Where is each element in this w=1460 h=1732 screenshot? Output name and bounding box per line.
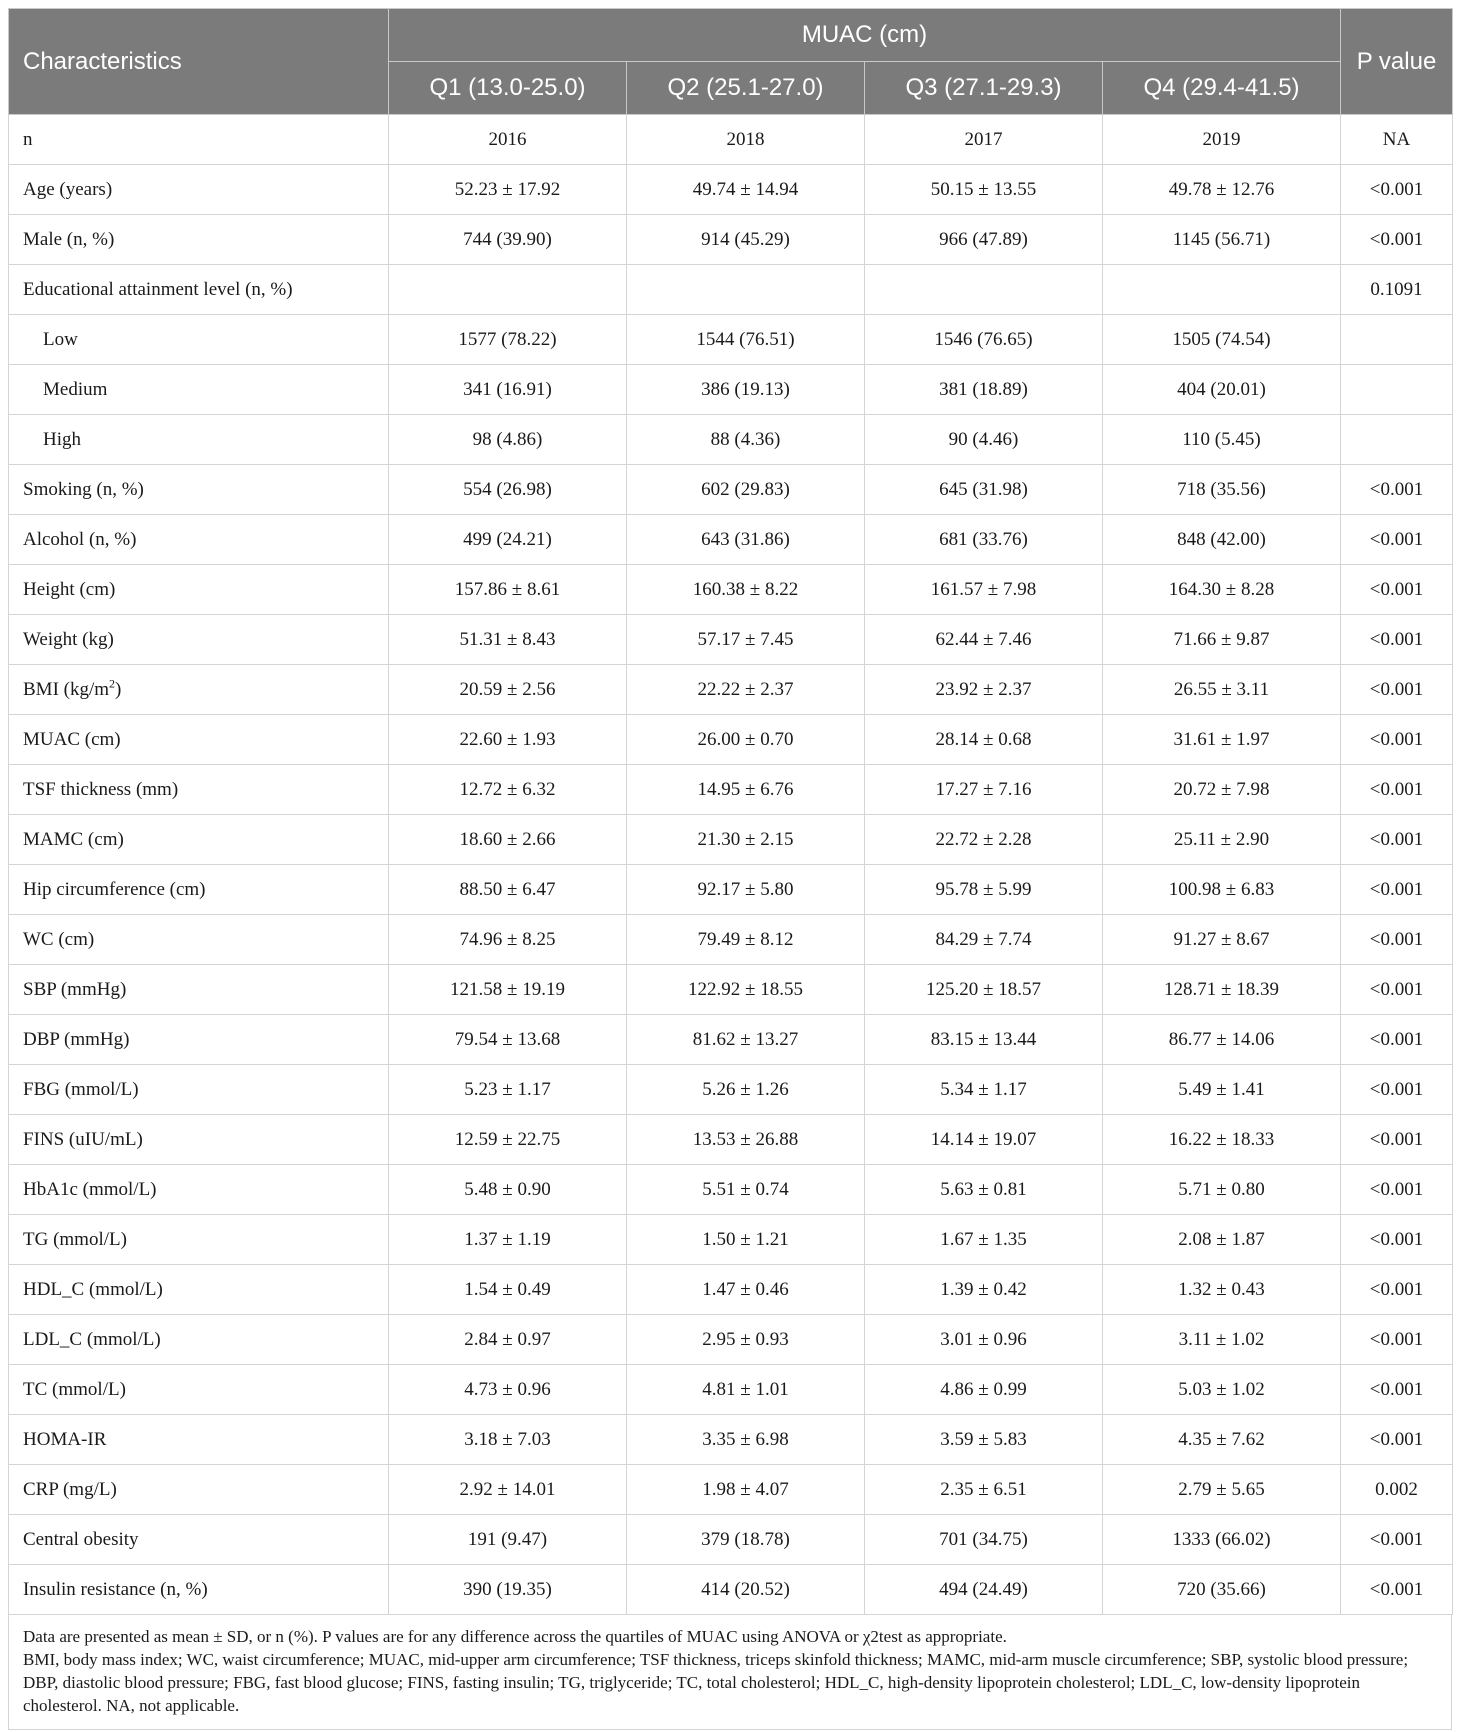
row-label xyxy=(9,1265,389,1315)
cell-q4: 86.77 ± 14.06 xyxy=(1103,1015,1341,1065)
row-label-text: Age (years) xyxy=(23,178,113,200)
cell-p-value: <0.001 xyxy=(1341,1565,1453,1615)
row-label xyxy=(9,565,389,615)
cell-q4: 71.66 ± 9.87 xyxy=(1103,615,1341,665)
row-label xyxy=(9,415,389,465)
cell-q2: 2018 xyxy=(627,115,865,165)
cell-q2: 914 (45.29) xyxy=(627,215,865,265)
row-label-text: Educational attainment level (n, %) xyxy=(23,278,293,300)
header-characteristics: Characteristics xyxy=(9,9,389,115)
cell-q2: 5.51 ± 0.74 xyxy=(627,1165,865,1215)
row-label-text: CRP (mg/L) xyxy=(23,1478,117,1500)
table-row xyxy=(9,1315,1453,1365)
cell-q1 xyxy=(389,265,627,315)
table-footnotes xyxy=(8,1615,1452,1730)
cell-q1: 98 (4.86) xyxy=(389,415,627,465)
cell-q2: 81.62 ± 13.27 xyxy=(627,1015,865,1065)
cell-q1: 12.59 ± 22.75 xyxy=(389,1115,627,1165)
cell-q4: 49.78 ± 12.76 xyxy=(1103,165,1341,215)
cell-q2: 2.95 ± 0.93 xyxy=(627,1315,865,1365)
cell-p-value: <0.001 xyxy=(1341,865,1453,915)
row-label-text: n xyxy=(23,128,33,150)
row-label-text: Smoking (n, %) xyxy=(23,478,144,500)
table-row xyxy=(9,615,1453,665)
row-label xyxy=(9,1165,389,1215)
cell-q3: 23.92 ± 2.37 xyxy=(865,665,1103,715)
row-label-text: TSF thickness (mm) xyxy=(23,778,179,800)
cell-q1: 554 (26.98) xyxy=(389,465,627,515)
cell-p-value: <0.001 xyxy=(1341,565,1453,615)
cell-p-value: <0.001 xyxy=(1341,1315,1453,1365)
table-row xyxy=(9,865,1453,915)
cell-q1: 2.84 ± 0.97 xyxy=(389,1315,627,1365)
cell-p-value: <0.001 xyxy=(1341,1015,1453,1065)
cell-q2 xyxy=(627,265,865,315)
cell-q3: 90 (4.46) xyxy=(865,415,1103,465)
cell-q2: 49.74 ± 14.94 xyxy=(627,165,865,215)
cell-q2: 4.81 ± 1.01 xyxy=(627,1365,865,1415)
row-label-text: TC (mmol/L) xyxy=(23,1378,126,1400)
cell-q2: 643 (31.86) xyxy=(627,515,865,565)
header-muac-group: MUAC (cm) xyxy=(389,9,1341,62)
cell-q1: 20.59 ± 2.56 xyxy=(389,665,627,715)
table-row xyxy=(9,1215,1453,1265)
cell-q1: 744 (39.90) xyxy=(389,215,627,265)
row-label xyxy=(9,465,389,515)
cell-q2: 602 (29.83) xyxy=(627,465,865,515)
cell-p-value xyxy=(1341,365,1453,415)
cell-q4: 2.79 ± 5.65 xyxy=(1103,1465,1341,1515)
cell-q1: 191 (9.47) xyxy=(389,1515,627,1565)
cell-q1: 18.60 ± 2.66 xyxy=(389,815,627,865)
cell-q4: 718 (35.56) xyxy=(1103,465,1341,515)
table-row xyxy=(9,815,1453,865)
row-label xyxy=(9,665,389,715)
cell-q2: 26.00 ± 0.70 xyxy=(627,715,865,765)
row-label-text: HDL_C (mmol/L) xyxy=(23,1278,163,1300)
cell-q4: 3.11 ± 1.02 xyxy=(1103,1315,1341,1365)
row-label-text: FINS (uIU/mL) xyxy=(23,1128,143,1150)
row-label xyxy=(9,215,389,265)
cell-q2: 1.50 ± 1.21 xyxy=(627,1215,865,1265)
row-label xyxy=(9,1565,389,1615)
cell-q2: 414 (20.52) xyxy=(627,1565,865,1615)
table-row xyxy=(9,215,1453,265)
row-label xyxy=(9,1015,389,1065)
row-label xyxy=(9,365,389,415)
cell-q3: 2.35 ± 6.51 xyxy=(865,1465,1103,1515)
cell-p-value: <0.001 xyxy=(1341,165,1453,215)
cell-q4: 5.71 ± 0.80 xyxy=(1103,1165,1341,1215)
cell-q3: 1.39 ± 0.42 xyxy=(865,1265,1103,1315)
cell-q2: 88 (4.36) xyxy=(627,415,865,465)
table-row xyxy=(9,1015,1453,1065)
table-row xyxy=(9,1265,1453,1315)
cell-q4: 1505 (74.54) xyxy=(1103,315,1341,365)
table-row xyxy=(9,715,1453,765)
table-row xyxy=(9,115,1453,165)
row-label-text: Height (cm) xyxy=(23,578,116,600)
cell-q3: 22.72 ± 2.28 xyxy=(865,815,1103,865)
cell-q1: 79.54 ± 13.68 xyxy=(389,1015,627,1065)
cell-q4: 5.49 ± 1.41 xyxy=(1103,1065,1341,1115)
cell-p-value xyxy=(1341,415,1453,465)
row-label-tail: ) xyxy=(115,678,122,700)
cell-q1: 5.48 ± 0.90 xyxy=(389,1165,627,1215)
row-label xyxy=(9,1065,389,1115)
row-label xyxy=(9,815,389,865)
table-row xyxy=(9,515,1453,565)
cell-p-value: <0.001 xyxy=(1341,1165,1453,1215)
cell-q3: 5.63 ± 0.81 xyxy=(865,1165,1103,1215)
row-label xyxy=(9,1365,389,1415)
header-q3: Q3 (27.1-29.3) xyxy=(865,62,1103,115)
cell-q3: 161.57 ± 7.98 xyxy=(865,565,1103,615)
cell-q1: 4.73 ± 0.96 xyxy=(389,1365,627,1415)
cell-q1: 1.37 ± 1.19 xyxy=(389,1215,627,1265)
cell-q1: 5.23 ± 1.17 xyxy=(389,1065,627,1115)
cell-q3: 3.59 ± 5.83 xyxy=(865,1415,1103,1465)
cell-q3: 83.15 ± 13.44 xyxy=(865,1015,1103,1065)
cell-q3: 14.14 ± 19.07 xyxy=(865,1115,1103,1165)
cell-q4: 4.35 ± 7.62 xyxy=(1103,1415,1341,1465)
table-row xyxy=(9,1515,1453,1565)
cell-q4: 16.22 ± 18.33 xyxy=(1103,1115,1341,1165)
table-row xyxy=(9,965,1453,1015)
table-row xyxy=(9,415,1453,465)
cell-q1: 390 (19.35) xyxy=(389,1565,627,1615)
row-label-text: HbA1c (mmol/L) xyxy=(23,1178,157,1200)
cell-q2: 22.22 ± 2.37 xyxy=(627,665,865,715)
row-label-text: Low xyxy=(43,328,78,350)
cell-q3: 125.20 ± 18.57 xyxy=(865,965,1103,1015)
cell-p-value: NA xyxy=(1341,115,1453,165)
row-label-text: SBP (mmHg) xyxy=(23,978,127,1000)
cell-q3: 50.15 ± 13.55 xyxy=(865,165,1103,215)
cell-q3: 966 (47.89) xyxy=(865,215,1103,265)
cell-q1: 2016 xyxy=(389,115,627,165)
row-label-text: BMI (kg/m xyxy=(23,678,110,700)
cell-p-value: <0.001 xyxy=(1341,1365,1453,1415)
cell-q3: 494 (24.49) xyxy=(865,1565,1103,1615)
table-row xyxy=(9,1565,1453,1615)
table-row xyxy=(9,1415,1453,1465)
row-label xyxy=(9,1115,389,1165)
characteristics-table-wrapper xyxy=(8,8,1452,1730)
cell-q1: 51.31 ± 8.43 xyxy=(389,615,627,665)
table-row xyxy=(9,315,1453,365)
cell-q4: 1333 (66.02) xyxy=(1103,1515,1341,1565)
cell-q1: 3.18 ± 7.03 xyxy=(389,1415,627,1465)
table-row xyxy=(9,665,1453,715)
cell-q2: 21.30 ± 2.15 xyxy=(627,815,865,865)
cell-p-value: 0.1091 xyxy=(1341,265,1453,315)
cell-p-value: <0.001 xyxy=(1341,615,1453,665)
table-row xyxy=(9,1465,1453,1515)
cell-q3: 62.44 ± 7.46 xyxy=(865,615,1103,665)
cell-q3: 1.67 ± 1.35 xyxy=(865,1215,1103,1265)
characteristics-table xyxy=(8,8,1453,1615)
cell-p-value: <0.001 xyxy=(1341,1215,1453,1265)
cell-q2: 386 (19.13) xyxy=(627,365,865,415)
row-label xyxy=(9,1465,389,1515)
row-label-text: HOMA-IR xyxy=(23,1428,107,1450)
row-label-text: Hip circumference (cm) xyxy=(23,878,206,900)
cell-q4: 2019 xyxy=(1103,115,1341,165)
cell-p-value: <0.001 xyxy=(1341,815,1453,865)
cell-q3: 84.29 ± 7.74 xyxy=(865,915,1103,965)
cell-q2: 14.95 ± 6.76 xyxy=(627,765,865,815)
cell-q1: 341 (16.91) xyxy=(389,365,627,415)
cell-q2: 3.35 ± 6.98 xyxy=(627,1415,865,1465)
row-label-text: High xyxy=(43,428,81,450)
cell-p-value: <0.001 xyxy=(1341,915,1453,965)
cell-q4 xyxy=(1103,265,1341,315)
cell-p-value: <0.001 xyxy=(1341,1415,1453,1465)
table-header xyxy=(9,9,1453,115)
cell-q2: 92.17 ± 5.80 xyxy=(627,865,865,915)
row-label-text: FBG (mmol/L) xyxy=(23,1078,139,1100)
cell-p-value: <0.001 xyxy=(1341,765,1453,815)
cell-q4: 25.11 ± 2.90 xyxy=(1103,815,1341,865)
row-label-text: MAMC (cm) xyxy=(23,828,124,850)
cell-q4: 164.30 ± 8.28 xyxy=(1103,565,1341,615)
cell-p-value xyxy=(1341,315,1453,365)
cell-q4: 20.72 ± 7.98 xyxy=(1103,765,1341,815)
row-label-text: LDL_C (mmol/L) xyxy=(23,1328,161,1350)
row-label xyxy=(9,515,389,565)
table-row xyxy=(9,365,1453,415)
row-label-text: Weight (kg) xyxy=(23,628,114,650)
cell-q4: 31.61 ± 1.97 xyxy=(1103,715,1341,765)
row-label-text: MUAC (cm) xyxy=(23,728,121,750)
cell-q1: 499 (24.21) xyxy=(389,515,627,565)
cell-q3: 1546 (76.65) xyxy=(865,315,1103,365)
cell-q2: 57.17 ± 7.45 xyxy=(627,615,865,665)
row-label xyxy=(9,865,389,915)
row-label xyxy=(9,115,389,165)
table-row xyxy=(9,1065,1453,1115)
row-label xyxy=(9,915,389,965)
table-row xyxy=(9,1165,1453,1215)
table-row xyxy=(9,265,1453,315)
cell-q2: 5.26 ± 1.26 xyxy=(627,1065,865,1115)
cell-q3: 681 (33.76) xyxy=(865,515,1103,565)
cell-q4: 128.71 ± 18.39 xyxy=(1103,965,1341,1015)
row-label-text: Male (n, %) xyxy=(23,228,115,250)
row-label-text: WC (cm) xyxy=(23,928,95,950)
footnote-abbreviations: BMI, body mass index; WC, waist circumference; MUAC, mid-upper arm circumference; TSF thickness, triceps skinfold thickness; MAMC, mid-arm muscle circumference; SBP, systolic blood pressure; DBP, diastolic blood pressure; FBG, fast blood glucose; FINS, fasting insulin; TG, triglyceride; TC, total cholesterol; HDL_C, high-density lipoprotein cholesterol; LDL_C, low-density lipoprotein cholesterol. NA, not applicable. xyxy=(23,1650,1409,1715)
table-row xyxy=(9,565,1453,615)
row-label xyxy=(9,715,389,765)
cell-q3: 95.78 ± 5.99 xyxy=(865,865,1103,915)
cell-q1: 121.58 ± 19.19 xyxy=(389,965,627,1015)
cell-q2: 1.47 ± 0.46 xyxy=(627,1265,865,1315)
row-label xyxy=(9,265,389,315)
header-q2: Q2 (25.1-27.0) xyxy=(627,62,865,115)
cell-q1: 88.50 ± 6.47 xyxy=(389,865,627,915)
cell-p-value: <0.001 xyxy=(1341,665,1453,715)
cell-q4: 1145 (56.71) xyxy=(1103,215,1341,265)
cell-q2: 1.98 ± 4.07 xyxy=(627,1465,865,1515)
cell-p-value: <0.001 xyxy=(1341,1115,1453,1165)
cell-q4: 110 (5.45) xyxy=(1103,415,1341,465)
cell-q1: 22.60 ± 1.93 xyxy=(389,715,627,765)
cell-q4: 100.98 ± 6.83 xyxy=(1103,865,1341,915)
cell-p-value: <0.001 xyxy=(1341,1265,1453,1315)
cell-q1: 157.86 ± 8.61 xyxy=(389,565,627,615)
cell-q4: 848 (42.00) xyxy=(1103,515,1341,565)
row-label-text: Medium xyxy=(43,378,108,400)
cell-p-value: <0.001 xyxy=(1341,1065,1453,1115)
row-label xyxy=(9,1515,389,1565)
cell-q4: 1.32 ± 0.43 xyxy=(1103,1265,1341,1315)
row-label xyxy=(9,315,389,365)
row-label xyxy=(9,1415,389,1465)
table-row xyxy=(9,1115,1453,1165)
table-row xyxy=(9,465,1453,515)
cell-p-value: <0.001 xyxy=(1341,465,1453,515)
table-row xyxy=(9,915,1453,965)
cell-q3: 5.34 ± 1.17 xyxy=(865,1065,1103,1115)
table-row xyxy=(9,765,1453,815)
cell-q3: 2017 xyxy=(865,115,1103,165)
footnote-line: Data are presented as mean ± SD, or n (%). P values are for any difference across the quartiles of MUAC using ANOVA or χ2test as appropriate. xyxy=(23,1627,1007,1646)
cell-q2: 379 (18.78) xyxy=(627,1515,865,1565)
row-label-text: DBP (mmHg) xyxy=(23,1028,130,1050)
row-label xyxy=(9,615,389,665)
row-label xyxy=(9,765,389,815)
row-label xyxy=(9,1315,389,1365)
cell-p-value: <0.001 xyxy=(1341,515,1453,565)
cell-q2: 160.38 ± 8.22 xyxy=(627,565,865,615)
table-row xyxy=(9,1365,1453,1415)
cell-q3: 3.01 ± 0.96 xyxy=(865,1315,1103,1365)
cell-q2: 122.92 ± 18.55 xyxy=(627,965,865,1015)
cell-q3: 645 (31.98) xyxy=(865,465,1103,515)
header-q1: Q1 (13.0-25.0) xyxy=(389,62,627,115)
cell-q1: 52.23 ± 17.92 xyxy=(389,165,627,215)
cell-q4: 91.27 ± 8.67 xyxy=(1103,915,1341,965)
cell-p-value: <0.001 xyxy=(1341,215,1453,265)
cell-p-value: 0.002 xyxy=(1341,1465,1453,1515)
row-label xyxy=(9,1215,389,1265)
row-label xyxy=(9,965,389,1015)
row-label-text: Alcohol (n, %) xyxy=(23,528,137,550)
cell-p-value: <0.001 xyxy=(1341,965,1453,1015)
cell-q4: 26.55 ± 3.11 xyxy=(1103,665,1341,715)
cell-q3: 28.14 ± 0.68 xyxy=(865,715,1103,765)
cell-q1: 12.72 ± 6.32 xyxy=(389,765,627,815)
cell-q3 xyxy=(865,265,1103,315)
cell-q1: 1577 (78.22) xyxy=(389,315,627,365)
cell-q3: 17.27 ± 7.16 xyxy=(865,765,1103,815)
cell-q2: 1544 (76.51) xyxy=(627,315,865,365)
header-q4: Q4 (29.4-41.5) xyxy=(1103,62,1341,115)
cell-q4: 720 (35.66) xyxy=(1103,1565,1341,1615)
row-label-text: Insulin resistance (n, %) xyxy=(23,1578,208,1600)
row-label-text: TG (mmol/L) xyxy=(23,1228,127,1250)
cell-q3: 381 (18.89) xyxy=(865,365,1103,415)
cell-q4: 404 (20.01) xyxy=(1103,365,1341,415)
cell-q2: 13.53 ± 26.88 xyxy=(627,1115,865,1165)
row-label-text: Central obesity xyxy=(23,1528,139,1550)
cell-q1: 74.96 ± 8.25 xyxy=(389,915,627,965)
row-label-superscript: 2 xyxy=(109,676,116,691)
cell-q3: 701 (34.75) xyxy=(865,1515,1103,1565)
header-p-value: P value xyxy=(1341,9,1453,115)
table-body xyxy=(9,115,1453,1615)
cell-q2: 79.49 ± 8.12 xyxy=(627,915,865,965)
cell-p-value: <0.001 xyxy=(1341,715,1453,765)
cell-q1: 1.54 ± 0.49 xyxy=(389,1265,627,1315)
cell-p-value: <0.001 xyxy=(1341,1515,1453,1565)
cell-q1: 2.92 ± 14.01 xyxy=(389,1465,627,1515)
row-label xyxy=(9,165,389,215)
table-row xyxy=(9,165,1453,215)
cell-q4: 2.08 ± 1.87 xyxy=(1103,1215,1341,1265)
cell-q3: 4.86 ± 0.99 xyxy=(865,1365,1103,1415)
cell-q4: 5.03 ± 1.02 xyxy=(1103,1365,1341,1415)
